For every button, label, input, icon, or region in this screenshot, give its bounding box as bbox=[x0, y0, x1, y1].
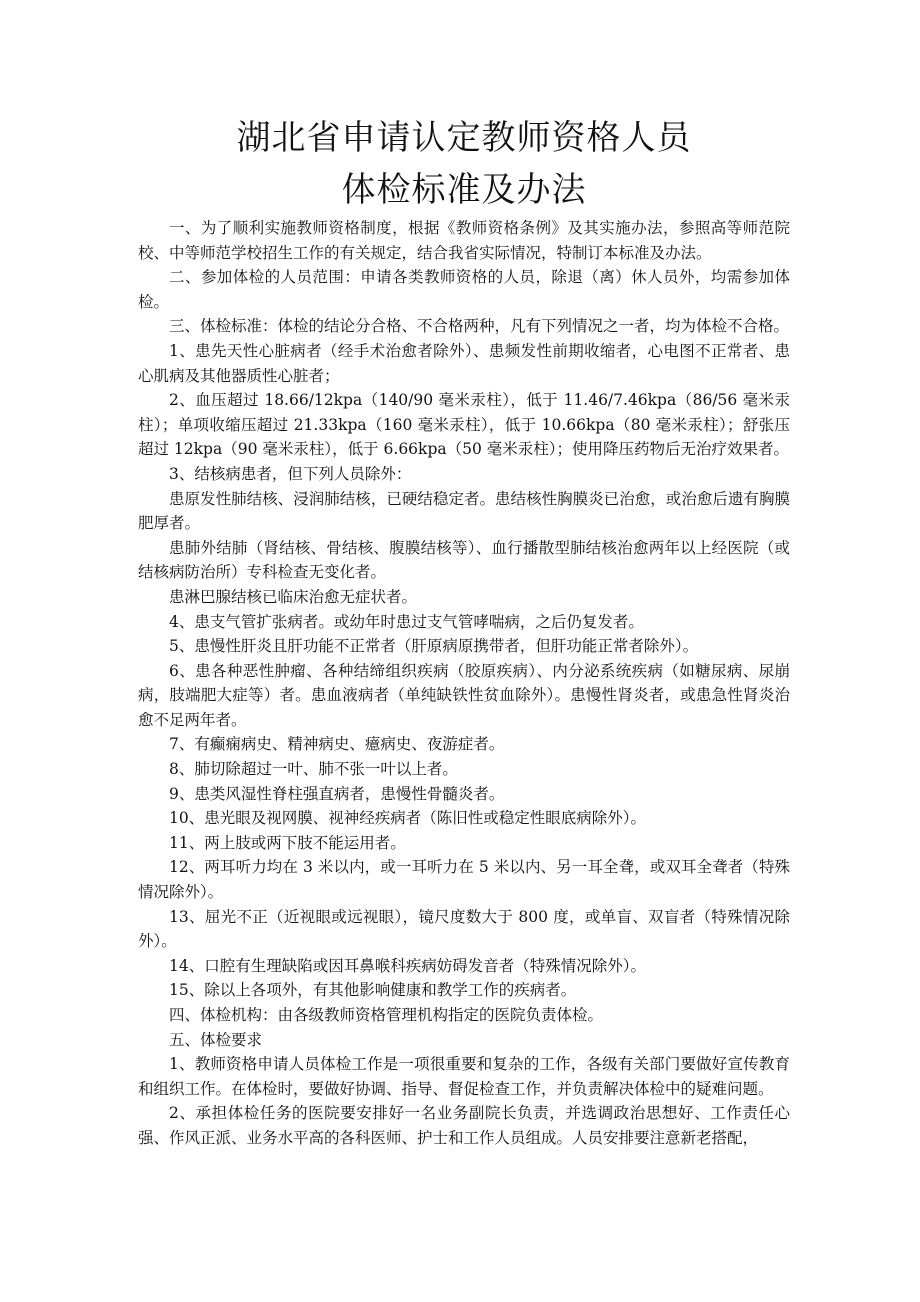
paragraph: 4、患支气管扩张病者。或幼年时患过支气管哮喘病，之后仍复发者。 bbox=[169, 612, 644, 631]
paragraph: 2、承担体检任务的医院要安排好一名业务副院长负责，并选调政治思想好、工作责任心强、作风正派、业务水平高的各科医师、护士和工作人员组成。人员安排要注意新老搭配， bbox=[138, 1104, 790, 1147]
paragraph: 9、患类风湿性脊柱强直病者，患慢性骨髓炎者。 bbox=[169, 784, 505, 803]
paragraph: 11、两上肢或两下肢不能运用者。 bbox=[169, 833, 406, 852]
paragraph: 一、为了顺利实施教师资格制度，根据《教师资格条例》及其实施办法，参照高等师范院校、中等师范学校招生工作的有关规定，结合我省实际情况，特制订本标准及办法。 bbox=[138, 219, 790, 262]
paragraph: 1、患先天性心脏病者（经手术治愈者除外）、患频发性前期收缩者，心电图不正常者、患心肌病及其他器质性心脏者； bbox=[138, 341, 790, 385]
document-title-line-1: 湖北省申请认定教师资格人员 bbox=[236, 118, 692, 158]
paragraph: 13、屈光不正（近视眼或远视眼），镜尺度数大于 800 度，或单盲、双盲者（特殊情况除外）。 bbox=[138, 907, 790, 951]
paragraph: 四、体检机构：由各级教师资格管理机构指定的医院负责体检。 bbox=[169, 1006, 604, 1024]
paragraph: 15、除以上各项外，有其他影响健康和教学工作的疾病者。 bbox=[169, 981, 577, 1000]
document-page bbox=[138, 112, 790, 1151]
paragraph: 患淋巴腺结核已临床治愈无症状者。 bbox=[169, 587, 418, 606]
paragraph: 3、结核病患者，但下列人员除外： bbox=[169, 464, 412, 483]
paragraph: 10、患光眼及视网膜、视神经疾病者（陈旧性或稳定性眼底病除外）。 bbox=[169, 809, 646, 828]
paragraph: 5、患慢性肝炎且肝功能不正常者（肝原病原携带者，但肝功能正常者除外）。 bbox=[169, 637, 699, 656]
paragraph: 14、口腔有生理缺陷或因耳鼻喉科疾病妨碍发音者（特殊情况除外）。 bbox=[169, 956, 646, 975]
paragraph: 二、参加体检的人员范围：申请各类教师资格的人员，除退（离）休人员外，均需参加体检。 bbox=[138, 268, 790, 311]
paragraph: 6、患各种恶性肿瘤、各种结缔组织疾病（胶原疾病）、内分泌系统疾病（如糖尿病、尿崩病，肢端肥大症等）者。患血液病者（单纯缺铁性贫血除外）。患慢性肾炎者，或患急性肾炎治愈不足两年者。 bbox=[138, 661, 790, 729]
paragraph: 三、体检标准：体检的结论分合格、不合格两种，凡有下列情况之一者，均为体检不合格。 bbox=[169, 317, 790, 336]
paragraph: 患肺外结肺（肾结核、骨结核、腹膜结核等）、血行播散型肺结核治愈两年以上经医院（或结核病防治所）专科检查无变化者。 bbox=[138, 538, 790, 582]
paragraph: 8、肺切除超过一叶、肺不张一叶以上者。 bbox=[169, 760, 458, 779]
paragraph: 2、血压超过 18.66/12kpa（140/90 毫米汞柱），低于 11.46/7.46kpa（86/56 毫米汞柱）；单项收缩压超过 21.33kpa（160 毫米汞柱），低于 10.66kpa（80 毫米汞柱）；舒张压超过 12kpa（90 毫米汞柱），低于 6.66kpa（50 毫米汞柱）；使用降压药物后无治疗效果者。 bbox=[138, 391, 790, 459]
paragraph: 12、两耳听力均在 3 米以内，或一耳听力在 5 米以内、另一耳全聋，或双耳全聋者（特殊情况除外）。 bbox=[138, 858, 790, 902]
paragraph: 1、教师资格申请人员体检工作是一项很重要和复杂的工作，各级有关部门要做好宣传教育和组织工作。在体检时，要做好协调、指导、督促检查工作，并负责解决体检中的疑难问题。 bbox=[138, 1055, 790, 1098]
document-title-line-2: 体检标准及办法 bbox=[341, 170, 587, 210]
paragraph: 五、体检要求 bbox=[169, 1030, 263, 1049]
paragraph: 患原发性肺结核、浸润肺结核，已硬结稳定者。患结核性胸膜炎已治愈，或治愈后遗有胸膜肥厚者。 bbox=[138, 489, 790, 533]
paragraph: 7、有癫痫病史、精神病史、癔病史、夜游症者。 bbox=[169, 735, 505, 754]
document-body bbox=[138, 216, 790, 1151]
